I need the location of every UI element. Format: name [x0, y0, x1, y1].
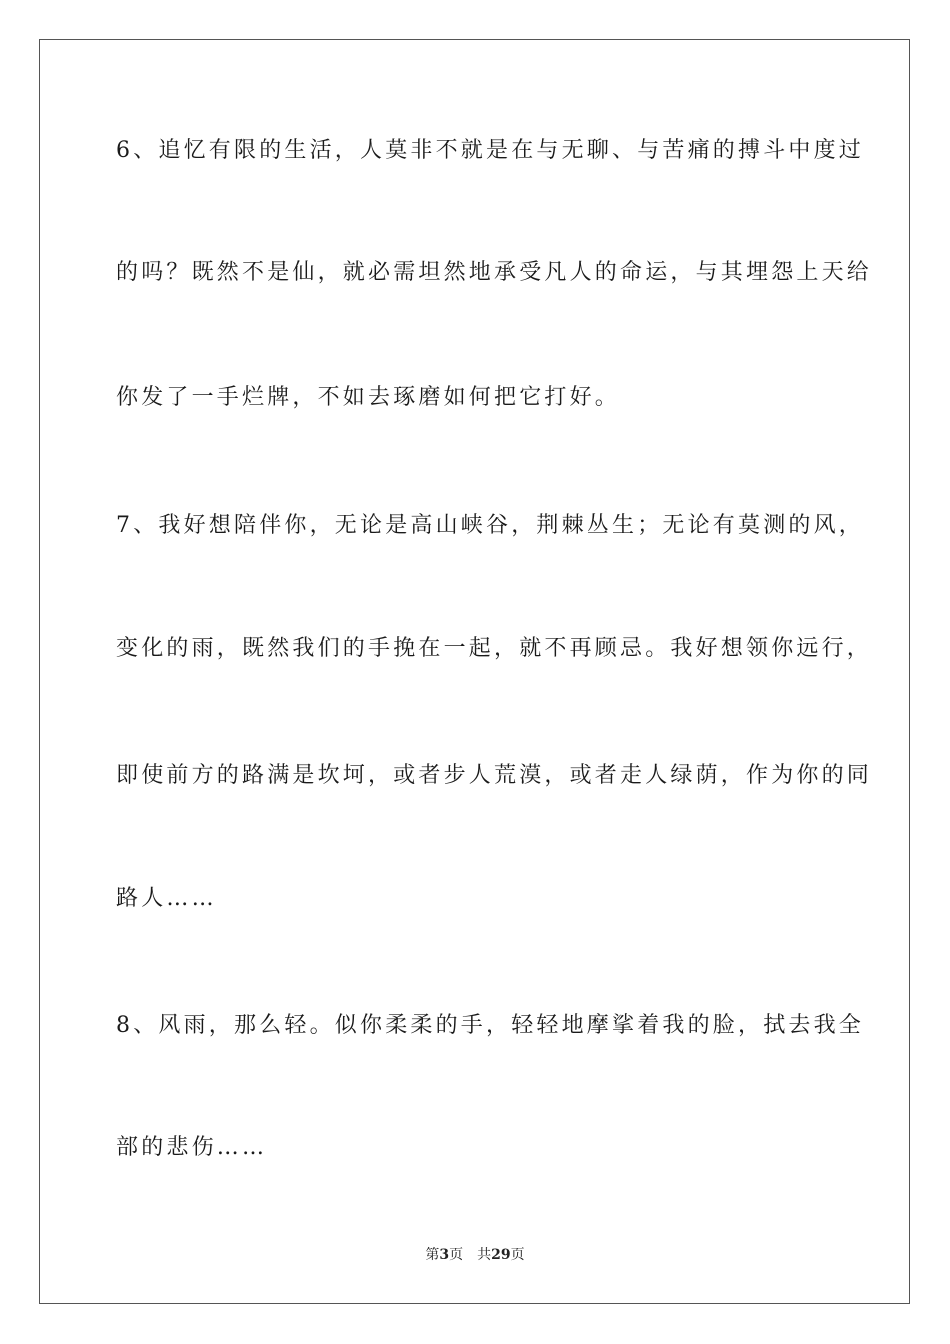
text-line-8: 8、风雨，那么轻。似你柔柔的手，轻轻地摩挲着我的脸，拭去我全	[116, 1013, 864, 1038]
text-line-3: 你发了一手烂牌，不如去琢磨如何把它打好。	[116, 385, 621, 410]
footer-total-number: 29	[491, 1247, 511, 1263]
page-frame	[39, 39, 910, 1304]
text-line-2: 的吗？既然不是仙，就必需坦然地承受凡人的命运，与其埋怨上天给	[116, 260, 873, 285]
footer-page-number: 3	[439, 1247, 450, 1263]
text-line-6: 即使前方的路满是坎坷，或者步人荒漠，或者走人绿荫，作为你的同	[116, 763, 873, 788]
text-line-1: 6、追忆有限的生活，人莫非不就是在与无聊、与苦痛的搏斗中度过	[116, 138, 864, 163]
footer-total-prefix: 共	[477, 1247, 492, 1263]
footer-page-suffix: 页	[449, 1247, 464, 1263]
footer-total-suffix: 页	[510, 1247, 525, 1263]
text-line-4: 7、我好想陪伴你，无论是高山峡谷，荆棘丛生；无论有莫测的风，	[116, 513, 864, 538]
text-line-9: 部的悲伤……	[116, 1135, 268, 1160]
footer-page-prefix: 第	[425, 1247, 440, 1263]
text-line-7: 路人……	[116, 886, 217, 911]
page-footer	[0, 1246, 950, 1264]
text-line-5: 变化的雨，既然我们的手挽在一起，就不再顾忌。我好想领你远行，	[116, 636, 873, 661]
